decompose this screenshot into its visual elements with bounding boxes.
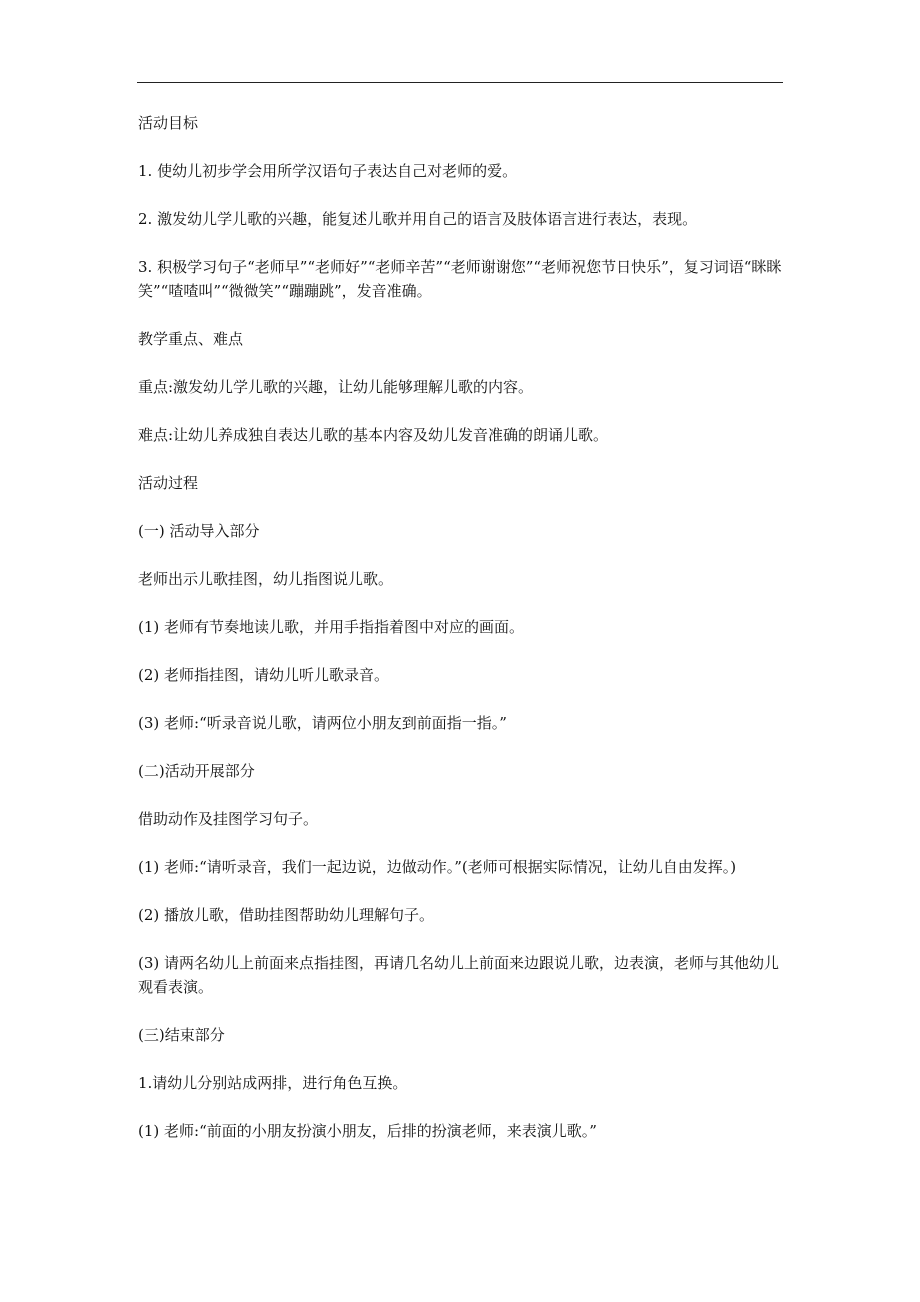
development-paragraph: 借助动作及挂图学习句子。: [138, 810, 319, 828]
key-point-paragraph: 重点:激发幼儿学儿歌的兴趣，让幼儿能够理解儿歌的内容。: [138, 378, 534, 396]
goal-item-3: 3. 积极学习句子“老师早”“老师好”“老师辛苦”“老师谢谢您”“老师祝您节日快乐”，复习词语“眯眯笑”“喳喳叫”“微微笑”“蹦蹦跳”，发音准确。: [138, 258, 782, 300]
difficulty-paragraph: 难点:让幼儿养成独自表达儿歌的基本内容及幼儿发音准确的朗诵儿歌。: [138, 426, 609, 444]
intro-step-3: (3) 老师:“听录音说儿歌，请两位小朋友到前面指一指。”: [138, 714, 507, 732]
ending-item-1: 1.请幼儿分别站成两排，进行角色互换。: [138, 1074, 408, 1092]
intro-step-1: (1) 老师有节奏地读儿歌，并用手指指着图中对应的画面。: [138, 618, 525, 636]
development-step-3: (3) 请两名幼儿上前面来点指挂图，再请几名幼儿上前面来边跟说儿歌，边表演，老师与其他幼儿观看表演。: [138, 954, 780, 996]
subsection-heading-intro: (一) 活动导入部分: [138, 522, 260, 540]
section-heading-goals: 活动目标: [138, 114, 199, 132]
section-heading-key-points: 教学重点、难点: [138, 330, 244, 348]
subsection-heading-ending: (三)结束部分: [138, 1026, 225, 1044]
header-rule: [137, 82, 783, 83]
intro-paragraph: 老师出示儿歌挂图，幼儿指图说儿歌。: [138, 570, 394, 588]
goal-item-1: 1. 使幼儿初步学会用所学汉语句子表达自己对老师的爱。: [138, 162, 518, 180]
development-step-1: (1) 老师:“请听录音，我们一起边说，边做动作。”(老师可根据实际情况，让幼儿自由发挥。): [138, 858, 737, 876]
document-body: [138, 111, 788, 1167]
subsection-heading-development: (二)活动开展部分: [138, 762, 255, 780]
ending-step-1: (1) 老师:“前面的小朋友扮演小朋友，后排的扮演老师，来表演儿歌。”: [138, 1122, 597, 1140]
goal-item-2: 2. 激发幼儿学儿歌的兴趣，能复述儿歌并用自己的语言及肢体语言进行表达，表现。: [138, 210, 698, 228]
intro-step-2: (2) 老师指挂图，请幼儿听儿歌录音。: [138, 666, 390, 684]
section-heading-process: 活动过程: [138, 474, 199, 492]
development-step-2: (2) 播放儿歌，借助挂图帮助幼儿理解句子。: [138, 906, 435, 924]
